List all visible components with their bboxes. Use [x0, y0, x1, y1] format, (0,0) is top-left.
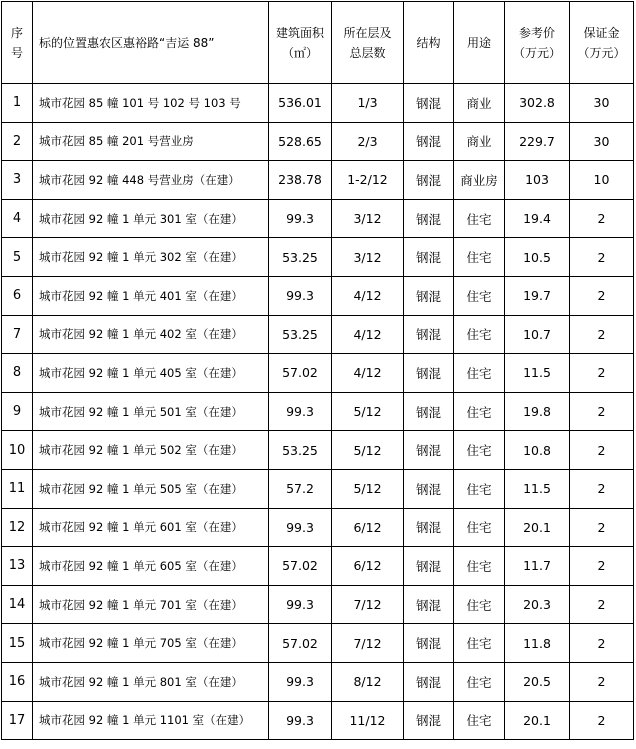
cell-deposit: 2 [570, 354, 634, 393]
cell-area: 528.65 [269, 122, 332, 161]
cell-no: 13 [2, 547, 33, 586]
cell-structure: 钢混 [404, 122, 454, 161]
cell-structure: 钢混 [404, 276, 454, 315]
cell-location: 城市花园 92 幢 1 单元 402 室（在建） [33, 315, 269, 354]
cell-price: 11.5 [505, 469, 570, 508]
cell-structure: 钢混 [404, 84, 454, 123]
cell-floor: 8/12 [332, 662, 404, 701]
table-row [2, 238, 634, 277]
cell-structure: 钢混 [404, 624, 454, 663]
cell-no: 9 [2, 392, 33, 431]
table-row [2, 431, 634, 470]
cell-no: 6 [2, 276, 33, 315]
cell-area: 57.2 [269, 469, 332, 508]
cell-deposit: 2 [570, 547, 634, 586]
cell-structure: 钢混 [404, 431, 454, 470]
cell-floor: 1-2/12 [332, 161, 404, 200]
cell-location: 城市花园 92 幢 1 单元 605 室（在建） [33, 547, 269, 586]
cell-price: 20.1 [505, 701, 570, 740]
cell-no: 17 [2, 701, 33, 740]
cell-area: 99.3 [269, 701, 332, 740]
cell-deposit: 2 [570, 238, 634, 277]
cell-floor: 4/12 [332, 354, 404, 393]
cell-deposit: 2 [570, 508, 634, 547]
cell-price: 10.7 [505, 315, 570, 354]
cell-area: 99.3 [269, 392, 332, 431]
table-body [2, 84, 634, 740]
cell-deposit: 2 [570, 469, 634, 508]
header-use: 用途 [454, 2, 505, 84]
cell-use: 住宅 [454, 547, 505, 586]
cell-price: 302.8 [505, 84, 570, 123]
cell-area: 238.78 [269, 161, 332, 200]
cell-deposit: 2 [570, 431, 634, 470]
cell-use: 住宅 [454, 276, 505, 315]
cell-area: 53.25 [269, 431, 332, 470]
cell-floor: 4/12 [332, 315, 404, 354]
cell-use: 住宅 [454, 431, 505, 470]
table-row [2, 701, 634, 740]
property-table [1, 1, 634, 740]
table-row [2, 84, 634, 123]
cell-location: 城市花园 92 幢 1 单元 705 室（在建） [33, 624, 269, 663]
cell-area: 99.3 [269, 276, 332, 315]
cell-use: 商业 [454, 122, 505, 161]
table-row [2, 508, 634, 547]
cell-price: 20.3 [505, 585, 570, 624]
table-row [2, 624, 634, 663]
table-row [2, 276, 634, 315]
cell-area: 53.25 [269, 315, 332, 354]
cell-floor: 6/12 [332, 547, 404, 586]
cell-price: 10.5 [505, 238, 570, 277]
cell-use: 住宅 [454, 469, 505, 508]
cell-use: 住宅 [454, 701, 505, 740]
cell-no: 10 [2, 431, 33, 470]
cell-deposit: 30 [570, 122, 634, 161]
cell-price: 20.1 [505, 508, 570, 547]
cell-no: 1 [2, 84, 33, 123]
cell-price: 103 [505, 161, 570, 200]
cell-structure: 钢混 [404, 238, 454, 277]
cell-deposit: 2 [570, 662, 634, 701]
cell-structure: 钢混 [404, 199, 454, 238]
cell-location: 城市花园 92 幢 1 单元 301 室（在建） [33, 199, 269, 238]
cell-deposit: 2 [570, 585, 634, 624]
header-location: 标的位置惠农区惠裕路“吉运 88” [33, 2, 269, 84]
cell-location: 城市花园 92 幢 1 单元 302 室（在建） [33, 238, 269, 277]
cell-floor: 6/12 [332, 508, 404, 547]
cell-structure: 钢混 [404, 701, 454, 740]
cell-location: 城市花园 92 幢 1 单元 701 室（在建） [33, 585, 269, 624]
cell-deposit: 2 [570, 199, 634, 238]
table-row [2, 199, 634, 238]
table-row [2, 354, 634, 393]
cell-floor: 7/12 [332, 624, 404, 663]
cell-structure: 钢混 [404, 585, 454, 624]
cell-no: 7 [2, 315, 33, 354]
cell-use: 商业房 [454, 161, 505, 200]
cell-floor: 3/12 [332, 199, 404, 238]
cell-no: 12 [2, 508, 33, 547]
cell-structure: 钢混 [404, 354, 454, 393]
cell-no: 14 [2, 585, 33, 624]
cell-deposit: 2 [570, 624, 634, 663]
cell-location: 城市花园 85 幢 101 号 102 号 103 号 [33, 84, 269, 123]
cell-area: 99.3 [269, 508, 332, 547]
table-row [2, 122, 634, 161]
cell-price: 19.4 [505, 199, 570, 238]
cell-use: 住宅 [454, 315, 505, 354]
cell-structure: 钢混 [404, 161, 454, 200]
cell-area: 57.02 [269, 354, 332, 393]
cell-floor: 11/12 [332, 701, 404, 740]
cell-location: 城市花园 92 幢 1 单元 1101 室（在建） [33, 701, 269, 740]
cell-deposit: 2 [570, 276, 634, 315]
cell-floor: 1/3 [332, 84, 404, 123]
cell-price: 229.7 [505, 122, 570, 161]
cell-deposit: 30 [570, 84, 634, 123]
cell-use: 商业 [454, 84, 505, 123]
cell-no: 4 [2, 199, 33, 238]
cell-location: 城市花园 92 幢 1 单元 405 室（在建） [33, 354, 269, 393]
table-row [2, 315, 634, 354]
cell-structure: 钢混 [404, 662, 454, 701]
cell-floor: 5/12 [332, 431, 404, 470]
cell-area: 536.01 [269, 84, 332, 123]
cell-structure: 钢混 [404, 469, 454, 508]
cell-structure: 钢混 [404, 547, 454, 586]
cell-location: 城市花园 92 幢 1 单元 401 室（在建） [33, 276, 269, 315]
cell-location: 城市花园 92 幢 1 单元 501 室（在建） [33, 392, 269, 431]
cell-location: 城市花园 85 幢 201 号营业房 [33, 122, 269, 161]
cell-no: 11 [2, 469, 33, 508]
cell-price: 10.8 [505, 431, 570, 470]
cell-use: 住宅 [454, 199, 505, 238]
cell-price: 11.8 [505, 624, 570, 663]
table-row [2, 585, 634, 624]
header-no: 序号 [2, 2, 33, 84]
header-price: 参考价（万元） [505, 2, 570, 84]
cell-structure: 钢混 [404, 508, 454, 547]
table-row [2, 469, 634, 508]
header-floor: 所在层及总层数 [332, 2, 404, 84]
cell-use: 住宅 [454, 508, 505, 547]
cell-no: 15 [2, 624, 33, 663]
cell-area: 57.02 [269, 547, 332, 586]
table-row [2, 392, 634, 431]
header-row [2, 2, 634, 84]
cell-area: 99.3 [269, 585, 332, 624]
cell-area: 53.25 [269, 238, 332, 277]
header-structure: 结构 [404, 2, 454, 84]
cell-price: 19.8 [505, 392, 570, 431]
cell-floor: 2/3 [332, 122, 404, 161]
cell-area: 57.02 [269, 624, 332, 663]
cell-structure: 钢混 [404, 315, 454, 354]
cell-use: 住宅 [454, 662, 505, 701]
cell-floor: 4/12 [332, 276, 404, 315]
cell-deposit: 2 [570, 315, 634, 354]
cell-floor: 3/12 [332, 238, 404, 277]
cell-no: 2 [2, 122, 33, 161]
cell-price: 11.7 [505, 547, 570, 586]
cell-area: 99.3 [269, 199, 332, 238]
cell-price: 20.5 [505, 662, 570, 701]
cell-structure: 钢混 [404, 392, 454, 431]
cell-deposit: 2 [570, 392, 634, 431]
table-row [2, 547, 634, 586]
cell-floor: 7/12 [332, 585, 404, 624]
cell-area: 99.3 [269, 662, 332, 701]
cell-no: 16 [2, 662, 33, 701]
table-row [2, 662, 634, 701]
table-row [2, 161, 634, 200]
cell-location: 城市花园 92 幢 1 单元 505 室（在建） [33, 469, 269, 508]
cell-no: 3 [2, 161, 33, 200]
cell-use: 住宅 [454, 392, 505, 431]
cell-price: 11.5 [505, 354, 570, 393]
cell-floor: 5/12 [332, 392, 404, 431]
cell-use: 住宅 [454, 238, 505, 277]
cell-price: 19.7 [505, 276, 570, 315]
cell-location: 城市花园 92 幢 1 单元 502 室（在建） [33, 431, 269, 470]
cell-no: 8 [2, 354, 33, 393]
cell-no: 5 [2, 238, 33, 277]
cell-deposit: 10 [570, 161, 634, 200]
cell-location: 城市花园 92 幢 1 单元 601 室（在建） [33, 508, 269, 547]
cell-use: 住宅 [454, 354, 505, 393]
header-area: 建筑面积（㎡） [269, 2, 332, 84]
cell-location: 城市花园 92 幢 1 单元 801 室（在建） [33, 662, 269, 701]
cell-location: 城市花园 92 幢 448 号营业房（在建） [33, 161, 269, 200]
header-deposit: 保证金（万元） [570, 2, 634, 84]
cell-floor: 5/12 [332, 469, 404, 508]
cell-use: 住宅 [454, 624, 505, 663]
cell-use: 住宅 [454, 585, 505, 624]
cell-deposit: 2 [570, 701, 634, 740]
